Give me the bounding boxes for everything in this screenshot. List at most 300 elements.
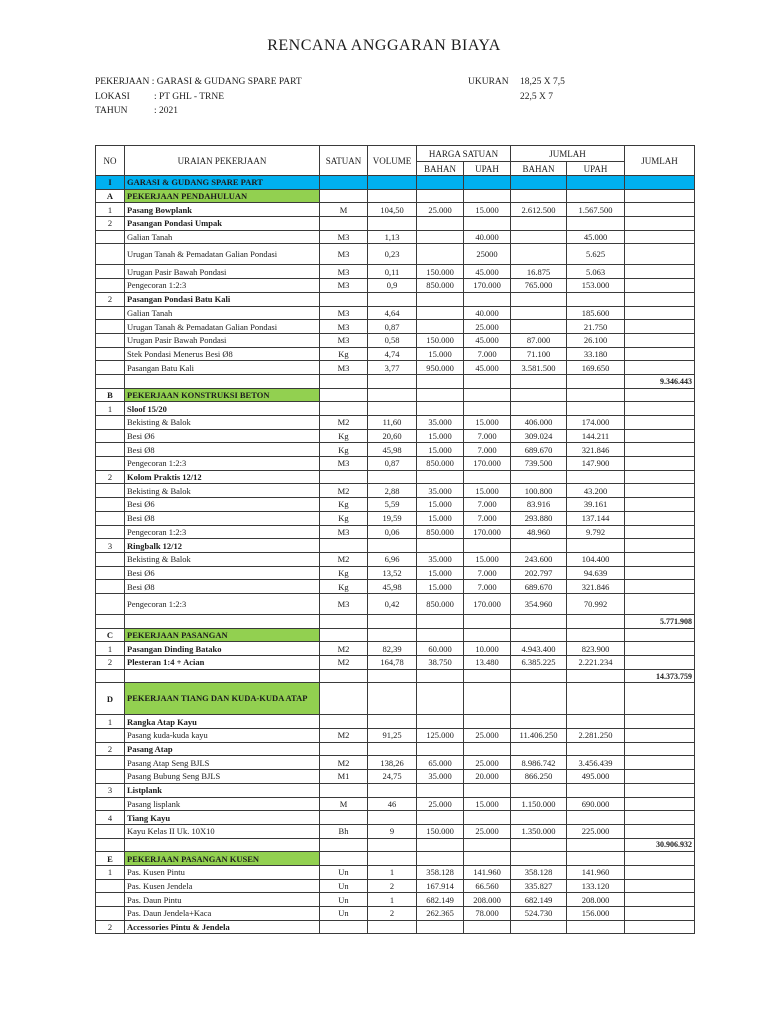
cell-uraian: Pengecoran 1:2:3 [125, 279, 320, 293]
cell-volume [368, 292, 417, 306]
cell-jumlah-bahan: 6.385.225 [511, 656, 567, 670]
cell-jumlah-bahan: 48.960 [511, 525, 567, 539]
meta-ukuran-label: UKURAN [468, 77, 509, 87]
cell-volume [368, 783, 417, 797]
cell-jumlah-bahan: 1.350.000 [511, 824, 567, 838]
cell-volume [368, 852, 417, 866]
section-row [96, 176, 695, 190]
cell-volume: 3,77 [368, 361, 417, 375]
cell-harga-upah: 45.000 [464, 333, 511, 347]
cell-satuan [320, 920, 368, 934]
cell-no [96, 511, 125, 525]
cell-jumlah-upah: 5.063 [567, 265, 625, 279]
cell-jumlah-upah: 39.161 [567, 498, 625, 512]
cell-jumlah-total [625, 742, 695, 756]
cell-jumlah-upah: 321.846 [567, 443, 625, 457]
cell-volume: 2,88 [368, 484, 417, 498]
cell-jumlah-upah: 153.000 [567, 279, 625, 293]
cell-jumlah-upah: 33.180 [567, 347, 625, 361]
cell-jumlah-upah: 185.600 [567, 306, 625, 320]
cell-no [96, 580, 125, 594]
cell-harga-bahan: 682.149 [417, 893, 464, 907]
cell-harga-upah: 170.000 [464, 593, 511, 614]
cell-harga-bahan [417, 292, 464, 306]
cell-jumlah-total [625, 770, 695, 784]
cell-no: 3 [96, 539, 125, 553]
cell-no: 1 [96, 715, 125, 729]
cell-no [96, 838, 125, 852]
cell-harga-bahan: 35.000 [417, 770, 464, 784]
cell-volume: 0,58 [368, 333, 417, 347]
cell-jumlah-bahan [511, 402, 567, 416]
cell-harga-bahan: 150.000 [417, 824, 464, 838]
cell-jumlah-total [625, 457, 695, 471]
meta-tahun-label: TAHUN [95, 106, 128, 116]
cell-uraian: Ringbalk 12/12 [125, 539, 320, 553]
cell-jumlah-upah: 225.000 [567, 824, 625, 838]
cell-jumlah-total [625, 361, 695, 375]
cell-no: B [96, 388, 125, 402]
table-row [96, 416, 695, 430]
table-row [96, 230, 695, 244]
cell-uraian: Kayu Kelas II Uk. 10X10 [125, 824, 320, 838]
table-row [96, 320, 695, 334]
cell-no [96, 320, 125, 334]
cell-jumlah-upah [567, 715, 625, 729]
cell-no [96, 279, 125, 293]
meta-lokasi-label: LOKASI [95, 92, 130, 102]
cell-uraian: Sloof 15/20 [125, 402, 320, 416]
cell-jumlah-total [625, 525, 695, 539]
cell-jumlah-upah: 141.960 [567, 865, 625, 879]
cell-harga-bahan: 15.000 [417, 429, 464, 443]
cell-harga-upah: 7.000 [464, 443, 511, 457]
cell-jumlah-bahan [511, 189, 567, 203]
cell-harga-bahan: 850.000 [417, 525, 464, 539]
table-row [96, 457, 695, 471]
cell-satuan: Un [320, 907, 368, 921]
cell-jumlah-upah: 2.281.250 [567, 729, 625, 743]
cell-harga-bahan [417, 230, 464, 244]
cell-jumlah-total [625, 642, 695, 656]
cell-harga-bahan [417, 306, 464, 320]
cell-satuan: M2 [320, 656, 368, 670]
table-row [96, 642, 695, 656]
cell-harga-bahan: 35.000 [417, 416, 464, 430]
cell-volume [368, 189, 417, 203]
cell-no [96, 457, 125, 471]
cell-jumlah-bahan: 354.960 [511, 593, 567, 614]
cell-harga-bahan: 15.000 [417, 511, 464, 525]
cell-jumlah-upah [567, 402, 625, 416]
cell-harga-upah: 45.000 [464, 361, 511, 375]
cell-harga-upah: 7.000 [464, 566, 511, 580]
cell-volume: 0,23 [368, 244, 417, 265]
cell-no: 2 [96, 217, 125, 231]
cell-jumlah-total [625, 593, 695, 614]
cell-satuan [320, 669, 368, 683]
cell-harga-bahan [417, 176, 464, 190]
cell-jumlah-upah [567, 669, 625, 683]
cell-harga-bahan: 38.750 [417, 656, 464, 670]
cell-harga-upah: 25.000 [464, 824, 511, 838]
cell-satuan: Kg [320, 429, 368, 443]
cell-jumlah-upah [567, 628, 625, 642]
table-row [96, 333, 695, 347]
cell-volume: 13,52 [368, 566, 417, 580]
cell-harga-bahan: 125.000 [417, 729, 464, 743]
cell-jumlah-bahan: 689.670 [511, 580, 567, 594]
cell-harga-upah [464, 614, 511, 628]
cell-jumlah-upah [567, 852, 625, 866]
cell-uraian: Bekisting & Balok [125, 484, 320, 498]
cell-uraian: Pasangan Batu Kali [125, 361, 320, 375]
cell-harga-upah [464, 374, 511, 388]
cell-uraian: Urugan Tanah & Pemadatan Galian Pondasi [125, 244, 320, 265]
cell-jumlah-bahan: 765.000 [511, 279, 567, 293]
cell-no [96, 797, 125, 811]
cell-volume [368, 217, 417, 231]
cell-harga-upah: 15.000 [464, 484, 511, 498]
cell-harga-upah [464, 811, 511, 825]
cell-harga-bahan: 35.000 [417, 484, 464, 498]
cell-harga-upah: 25000 [464, 244, 511, 265]
cell-jumlah-upah: 70.992 [567, 593, 625, 614]
cell-jumlah-total [625, 566, 695, 580]
cell-no [96, 770, 125, 784]
cell-harga-bahan [417, 742, 464, 756]
cell-jumlah-total [625, 907, 695, 921]
section-row [96, 628, 695, 642]
cell-uraian: Besi Ø8 [125, 580, 320, 594]
header-harga-bahan: BAHAN [417, 162, 464, 176]
table-row [96, 770, 695, 784]
cell-harga-bahan [417, 189, 464, 203]
meta-ukuran-value-2: 22,5 X 7 [520, 92, 553, 102]
table-row [96, 511, 695, 525]
table-row [96, 429, 695, 443]
cell-jumlah-bahan: 243.600 [511, 552, 567, 566]
cell-uraian: Pasangan Pondasi Umpak [125, 217, 320, 231]
cell-harga-bahan [417, 628, 464, 642]
cell-jumlah-total: 30.906.932 [625, 838, 695, 852]
cell-volume: 11,60 [368, 416, 417, 430]
cell-satuan [320, 470, 368, 484]
cell-satuan: M3 [320, 593, 368, 614]
table-row [96, 879, 695, 893]
cell-satuan [320, 683, 368, 715]
cell-jumlah-upah: 495.000 [567, 770, 625, 784]
cell-uraian: Pas. Daun Pintu [125, 893, 320, 907]
cell-jumlah-total [625, 539, 695, 553]
cell-no [96, 416, 125, 430]
cell-jumlah-total: 9.346.443 [625, 374, 695, 388]
cell-jumlah-bahan [511, 920, 567, 934]
cell-jumlah-upah: 2.221.234 [567, 656, 625, 670]
subtotal-row [96, 838, 695, 852]
cell-jumlah-bahan: 682.149 [511, 893, 567, 907]
cell-jumlah-upah: 26.100 [567, 333, 625, 347]
cell-jumlah-total [625, 715, 695, 729]
table-row [96, 443, 695, 457]
cell-jumlah-total [625, 189, 695, 203]
cell-jumlah-upah: 45.000 [567, 230, 625, 244]
cell-jumlah-total [625, 920, 695, 934]
table-row [96, 552, 695, 566]
cell-uraian: Kolom Praktis 12/12 [125, 470, 320, 484]
cell-harga-upah: 7.000 [464, 347, 511, 361]
cell-uraian: Besi Ø6 [125, 566, 320, 580]
cell-no: 1 [96, 865, 125, 879]
cell-jumlah-bahan: 358.128 [511, 865, 567, 879]
cell-uraian: Listplank [125, 783, 320, 797]
cell-satuan: Un [320, 893, 368, 907]
section-row [96, 683, 695, 715]
cell-no: 4 [96, 811, 125, 825]
cell-jumlah-bahan: 16.875 [511, 265, 567, 279]
cell-satuan [320, 852, 368, 866]
cell-jumlah-bahan: 866.250 [511, 770, 567, 784]
table-row [96, 498, 695, 512]
cell-harga-upah: 66.560 [464, 879, 511, 893]
cell-no: 1 [96, 203, 125, 217]
cell-volume: 5,59 [368, 498, 417, 512]
cell-uraian [125, 669, 320, 683]
cell-jumlah-upah [567, 189, 625, 203]
cell-volume: 2 [368, 879, 417, 893]
cell-harga-bahan: 15.000 [417, 347, 464, 361]
cell-jumlah-total [625, 879, 695, 893]
cell-harga-upah: 25.000 [464, 729, 511, 743]
meta-ukuran-value-1: 18,25 X 7,5 [520, 77, 565, 87]
rab-table [95, 145, 695, 934]
cell-harga-bahan: 950.000 [417, 361, 464, 375]
cell-harga-upah: 40.000 [464, 306, 511, 320]
cell-harga-bahan [417, 374, 464, 388]
cell-satuan: M3 [320, 306, 368, 320]
cell-jumlah-upah: 94.639 [567, 566, 625, 580]
cell-volume: 20,60 [368, 429, 417, 443]
cell-volume: 9 [368, 824, 417, 838]
cell-jumlah-bahan [511, 374, 567, 388]
cell-jumlah-bahan [511, 811, 567, 825]
cell-harga-upah: 170.000 [464, 525, 511, 539]
cell-volume: 4,64 [368, 306, 417, 320]
cell-uraian: Rangka Atap Kayu [125, 715, 320, 729]
cell-uraian: Galian Tanah [125, 306, 320, 320]
cell-jumlah-total [625, 729, 695, 743]
cell-jumlah-upah: 169.650 [567, 361, 625, 375]
cell-satuan: Bh [320, 824, 368, 838]
cell-uraian: PEKERJAAN KONSTRUKSI BETON [125, 388, 320, 402]
table-row [96, 279, 695, 293]
cell-harga-upah [464, 217, 511, 231]
cell-satuan: Un [320, 879, 368, 893]
cell-no: C [96, 628, 125, 642]
cell-volume: 24,75 [368, 770, 417, 784]
cell-satuan: M3 [320, 279, 368, 293]
table-row [96, 402, 695, 416]
cell-harga-upah [464, 852, 511, 866]
cell-jumlah-upah: 156.000 [567, 907, 625, 921]
table-row [96, 756, 695, 770]
cell-uraian: Stek Pondasi Menerus Besi Ø8 [125, 347, 320, 361]
table-row [96, 920, 695, 934]
header-satuan: SATUAN [320, 146, 368, 176]
cell-no: 2 [96, 742, 125, 756]
cell-volume [368, 628, 417, 642]
cell-harga-upah: 7.000 [464, 429, 511, 443]
cell-jumlah-total [625, 217, 695, 231]
cell-uraian: Urugan Pasir Bawah Pondasi [125, 265, 320, 279]
cell-jumlah-bahan: 8.986.742 [511, 756, 567, 770]
cell-volume: 138,26 [368, 756, 417, 770]
cell-satuan [320, 292, 368, 306]
cell-jumlah-total [625, 292, 695, 306]
cell-jumlah-upah [567, 811, 625, 825]
cell-uraian: Bekisting & Balok [125, 552, 320, 566]
cell-jumlah-bahan [511, 614, 567, 628]
cell-uraian: Besi Ø8 [125, 443, 320, 457]
cell-volume: 1 [368, 893, 417, 907]
cell-harga-upah: 141.960 [464, 865, 511, 879]
cell-volume: 19,59 [368, 511, 417, 525]
cell-harga-upah [464, 838, 511, 852]
cell-volume [368, 402, 417, 416]
cell-jumlah-bahan [511, 470, 567, 484]
cell-satuan [320, 176, 368, 190]
cell-satuan: Kg [320, 566, 368, 580]
cell-jumlah-upah [567, 920, 625, 934]
cell-jumlah-bahan [511, 783, 567, 797]
meta-tahun-value: : 2021 [154, 106, 179, 116]
cell-volume [368, 470, 417, 484]
cell-jumlah-upah: 5.625 [567, 244, 625, 265]
cell-volume: 82,39 [368, 642, 417, 656]
cell-jumlah-upah: 174.000 [567, 416, 625, 430]
page-title: RENCANA ANGGARAN BIAYA [267, 37, 501, 54]
cell-jumlah-bahan: 3.581.500 [511, 361, 567, 375]
cell-satuan [320, 388, 368, 402]
table-row [96, 244, 695, 265]
table-row [96, 729, 695, 743]
cell-satuan [320, 742, 368, 756]
table-row [96, 265, 695, 279]
cell-volume [368, 614, 417, 628]
cell-no [96, 552, 125, 566]
header-no: NO [96, 146, 125, 176]
cell-jumlah-upah: 21.750 [567, 320, 625, 334]
cell-jumlah-total [625, 443, 695, 457]
cell-no [96, 347, 125, 361]
cell-volume: 4,74 [368, 347, 417, 361]
cell-satuan: M1 [320, 770, 368, 784]
cell-satuan: Kg [320, 347, 368, 361]
cell-harga-upah [464, 189, 511, 203]
cell-harga-bahan [417, 811, 464, 825]
cell-harga-bahan [417, 683, 464, 715]
cell-harga-upah [464, 742, 511, 756]
cell-harga-bahan: 15.000 [417, 443, 464, 457]
cell-jumlah-upah: 43.200 [567, 484, 625, 498]
cell-no: 1 [96, 402, 125, 416]
cell-harga-upah: 170.000 [464, 279, 511, 293]
cell-jumlah-bahan [511, 683, 567, 715]
table-row [96, 203, 695, 217]
cell-no [96, 429, 125, 443]
cell-no: A [96, 189, 125, 203]
table-row [96, 811, 695, 825]
cell-jumlah-total [625, 783, 695, 797]
cell-no [96, 230, 125, 244]
cell-satuan: M3 [320, 361, 368, 375]
cell-harga-bahan [417, 920, 464, 934]
table-row [96, 525, 695, 539]
cell-jumlah-total [625, 230, 695, 244]
cell-satuan: M3 [320, 333, 368, 347]
cell-harga-bahan [417, 217, 464, 231]
cell-satuan [320, 811, 368, 825]
cell-jumlah-upah [567, 217, 625, 231]
subtotal-row [96, 614, 695, 628]
cell-satuan: M3 [320, 265, 368, 279]
cell-satuan: M [320, 797, 368, 811]
cell-uraian [125, 838, 320, 852]
cell-uraian: Pas. Daun Jendela+Kaca [125, 907, 320, 921]
cell-jumlah-bahan [511, 320, 567, 334]
cell-satuan [320, 189, 368, 203]
cell-no [96, 525, 125, 539]
cell-harga-upah [464, 628, 511, 642]
cell-harga-bahan: 150.000 [417, 265, 464, 279]
cell-jumlah-bahan [511, 838, 567, 852]
cell-satuan: M2 [320, 729, 368, 743]
cell-volume: 0,06 [368, 525, 417, 539]
cell-jumlah-total [625, 347, 695, 361]
cell-no: 2 [96, 292, 125, 306]
cell-jumlah-upah: 208.000 [567, 893, 625, 907]
cell-jumlah-total [625, 628, 695, 642]
cell-jumlah-upah [567, 614, 625, 628]
section-row [96, 852, 695, 866]
cell-uraian: Urugan Pasir Bawah Pondasi [125, 333, 320, 347]
cell-jumlah-bahan [511, 852, 567, 866]
cell-volume: 91,25 [368, 729, 417, 743]
cell-uraian: Pas. Kusen Pintu [125, 865, 320, 879]
cell-volume: 1,13 [368, 230, 417, 244]
table-body [96, 176, 695, 934]
cell-uraian: GARASI & GUDANG SPARE PART [125, 176, 320, 190]
table-row [96, 742, 695, 756]
cell-harga-upah: 7.000 [464, 580, 511, 594]
cell-jumlah-bahan: 335.827 [511, 879, 567, 893]
cell-uraian: Urugan Tanah & Pemadatan Galian Pondasi [125, 320, 320, 334]
cell-volume [368, 374, 417, 388]
cell-harga-upah [464, 292, 511, 306]
table-row [96, 715, 695, 729]
cell-jumlah-bahan: 524.730 [511, 907, 567, 921]
cell-jumlah-total [625, 852, 695, 866]
cell-jumlah-total [625, 865, 695, 879]
table-row [96, 484, 695, 498]
cell-harga-bahan: 167.914 [417, 879, 464, 893]
cell-volume [368, 838, 417, 852]
cell-harga-bahan: 150.000 [417, 333, 464, 347]
cell-uraian: Pengecoran 1:2:3 [125, 457, 320, 471]
cell-no [96, 614, 125, 628]
table-row [96, 593, 695, 614]
cell-no [96, 756, 125, 770]
